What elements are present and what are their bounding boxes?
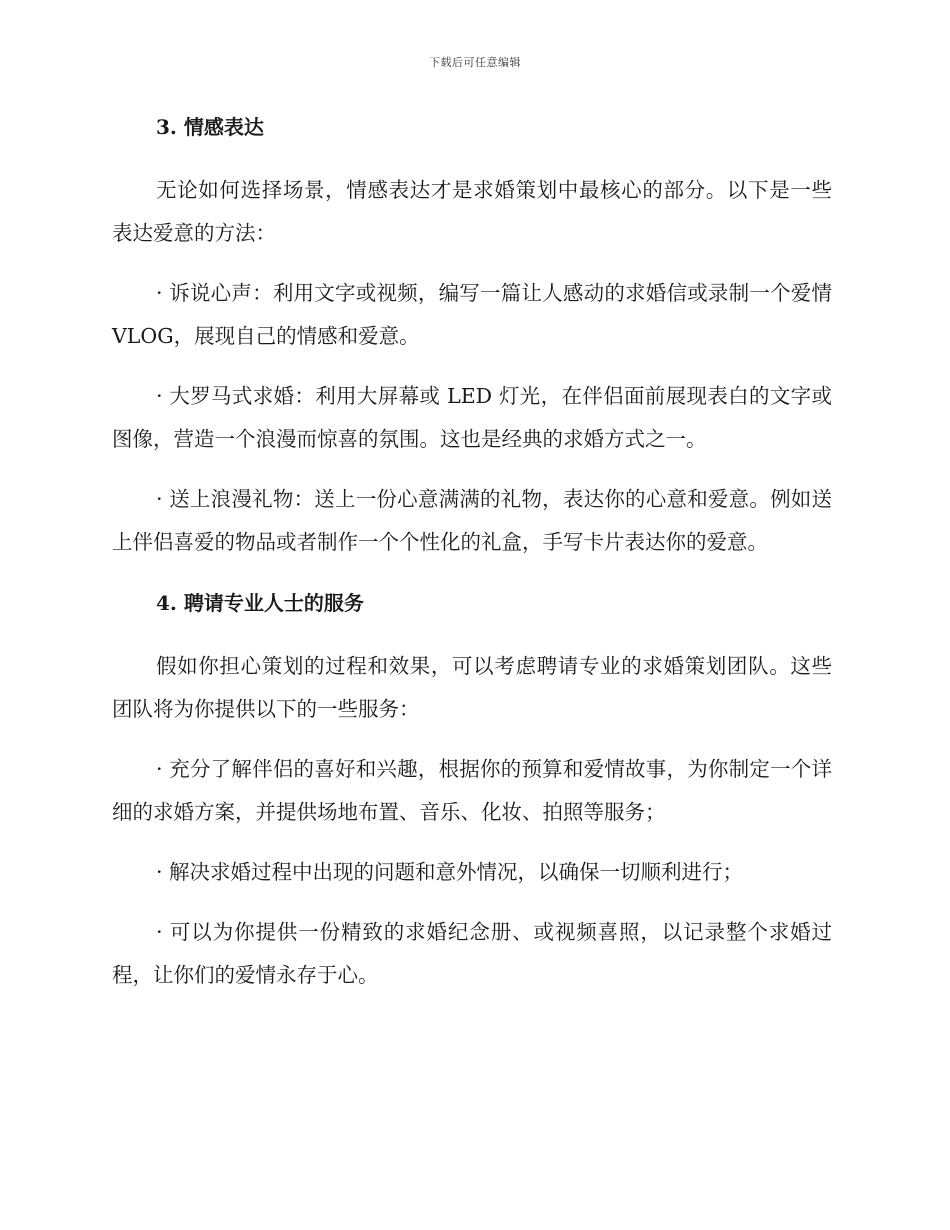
bullet-paragraph: · 可以为你提供一份精致的求婚纪念册、或视频喜照，以记录整个求婚过程，让你们的爱情永存于心。 [112, 920, 832, 987]
section-heading-emotion: 3. 情感表达 [156, 115, 264, 139]
bullet-paragraph: · 充分了解伴侣的喜好和兴趣，根据你的预算和爱情故事，为你制定一个详细的求婚方案，并提供场地布置、音乐、化妆、拍照等服务； [112, 757, 832, 824]
header-note: 下载后可任意编辑 [429, 56, 521, 69]
bullet-paragraph: · 诉说心声：利用文字或视频，编写一篇让人感动的求婚信或录制一个爱情 VLOG，展现自己的情感和爱意。 [112, 281, 832, 348]
section-heading-professional: 4. 聘请专业人士的服务 [156, 591, 364, 615]
bullet-paragraph: · 送上浪漫礼物：送上一份心意满满的礼物，表达你的心意和爱意。例如送上伴侣喜爱的物品或者制作一个个性化的礼盒，手写卡片表达你的爱意。 [112, 487, 832, 554]
paragraph: 假如你担心策划的过程和效果，可以考虑聘请专业的求婚策划团队。这些团队将为你提供以下的一些服务： [112, 654, 832, 721]
bullet-paragraph: · 解决求婚过程中出现的问题和意外情况，以确保一切顺利进行； [156, 860, 744, 884]
paragraph: 无论如何选择场景，情感表达才是求婚策划中最核心的部分。以下是一些表达爱意的方法： [112, 178, 832, 245]
bullet-paragraph: · 大罗马式求婚：利用大屏幕或 LED 灯光，在伴侣面前展现表白的文字或图像，营造一个浪漫而惊喜的氛围。这也是经典的求婚方式之一。 [112, 384, 832, 451]
document-body [112, 105, 832, 1014]
